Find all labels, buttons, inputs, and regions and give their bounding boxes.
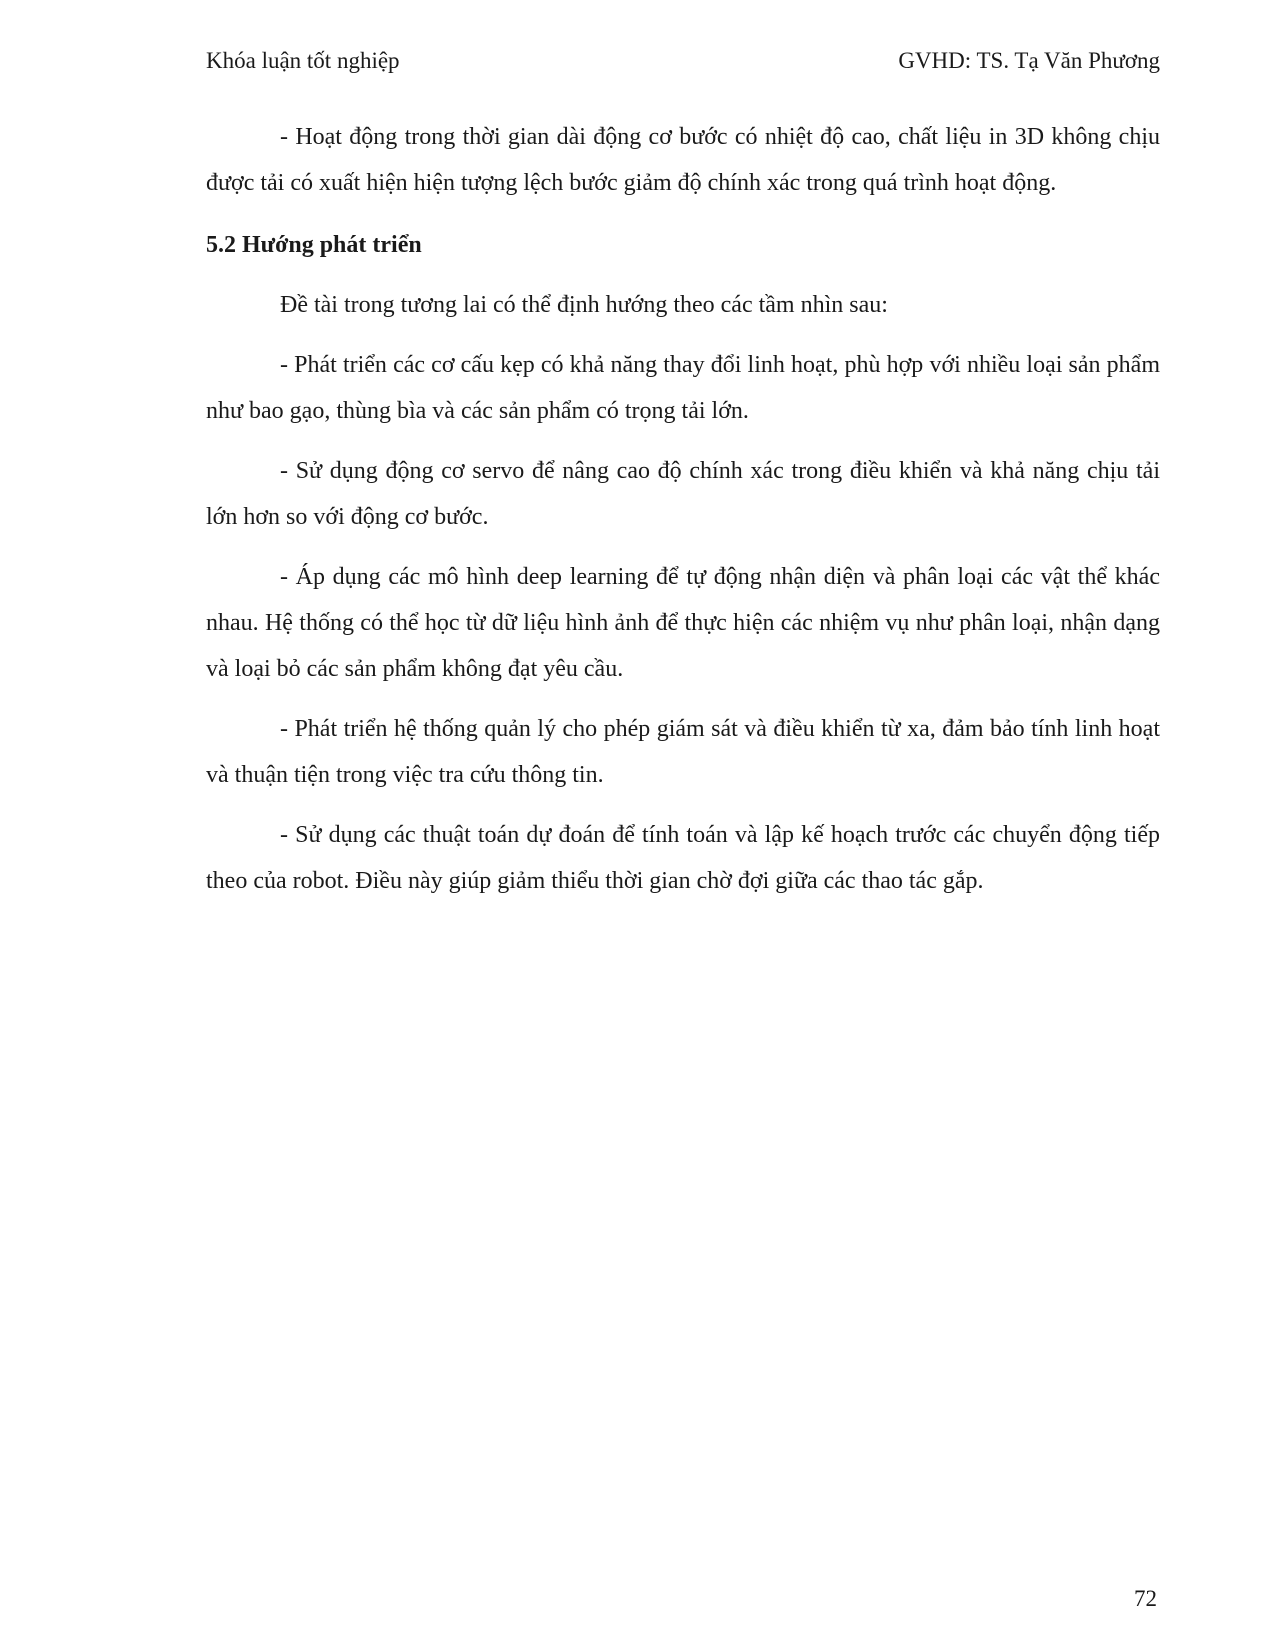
- development-item: - Áp dụng các mô hình deep learning để tự động nhận diện và phân loại các vật thể khác nhau. Hệ thống có thể học từ dữ liệu hình ảnh để thực hiện các nhiệm vụ như phân loại, nhận dạng và loại bỏ các sản phẩm không đạt yêu cầu.: [206, 564, 1160, 682]
- section-lead-paragraph: Đề tài trong tương lai có thể định hướng theo các tầm nhìn sau:: [280, 292, 888, 318]
- header-document-title: Khóa luận tốt nghiệp: [206, 48, 400, 73]
- development-item: - Sử dụng các thuật toán dự đoán để tính toán và lập kế hoạch trước các chuyển động tiếp theo của robot. Điều này giúp giảm thiểu thời gian chờ đợi giữa các thao tác gắp.: [206, 822, 1160, 894]
- header-supervisor: GVHD: TS. Tạ Văn Phương: [898, 48, 1160, 73]
- page-header: [206, 44, 1160, 78]
- development-item: - Phát triển hệ thống quản lý cho phép giám sát và điều khiển từ xa, đảm bảo tính linh hoạt và thuận tiện trong việc tra cứu thông tin.: [206, 716, 1160, 788]
- development-item: - Phát triển các cơ cấu kẹp có khả năng thay đổi linh hoạt, phù hợp với nhiều loại sản phẩm như bao gạo, thùng bìa và các sản phẩm có trọng tải lớn.: [206, 352, 1160, 424]
- development-item: - Sử dụng động cơ servo để nâng cao độ chính xác trong điều khiển và khả năng chịu tải lớn hơn so với động cơ bước.: [206, 458, 1160, 530]
- page-body: [206, 114, 1160, 918]
- page-number: 72: [1134, 1586, 1157, 1611]
- section-heading: 5.2 Hướng phát triển: [206, 232, 422, 258]
- intro-paragraph: - Hoạt động trong thời gian dài động cơ bước có nhiệt độ cao, chất liệu in 3D không chịu được tải có xuất hiện hiện tượng lệch bước giảm độ chính xác trong quá trình hoạt động.: [206, 124, 1160, 196]
